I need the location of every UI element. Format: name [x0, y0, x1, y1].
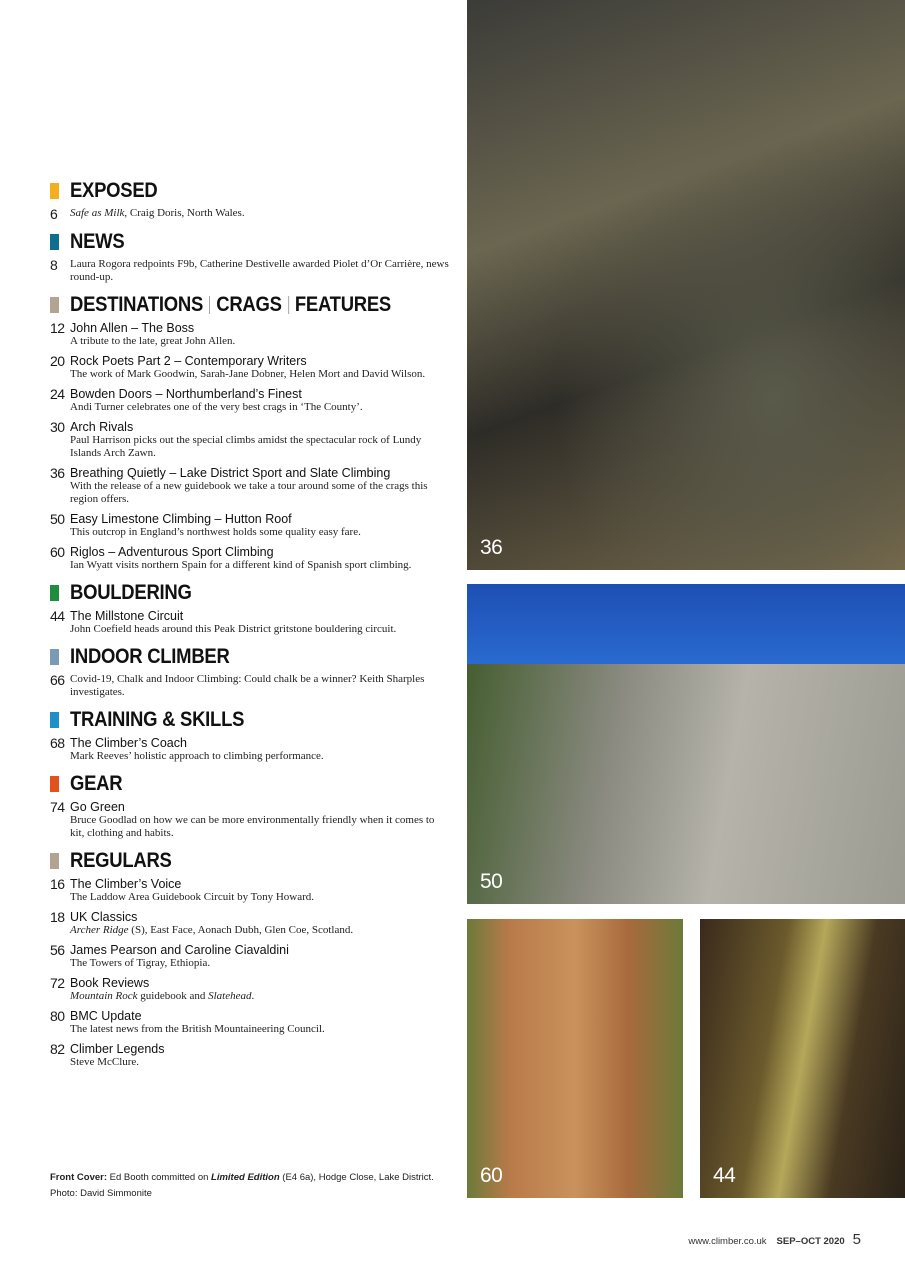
toc-section	[50, 707, 450, 763]
entry-body	[70, 321, 450, 348]
entry-description: The Laddow Area Guidebook Circuit by Tony Howard.	[70, 891, 315, 903]
section-heading	[50, 707, 450, 733]
section-heading	[50, 644, 450, 670]
section-heading	[50, 229, 450, 255]
entry-title: The Millstone Circuit	[70, 609, 184, 623]
entry-description: The work of Mark Goodwin, Sarah-Jane Dobner, Helen Mort and David Wilson.	[70, 368, 426, 380]
section-title: BOULDERING	[70, 581, 192, 604]
entry-body	[70, 387, 450, 414]
entry-title: Arch Rivals	[70, 420, 134, 434]
entry-body	[70, 420, 450, 460]
entry-page-number: 44	[50, 608, 65, 624]
entry-page-number: 24	[50, 386, 65, 402]
issue-date: SEP–OCT 2020	[776, 1236, 845, 1247]
section-color-marker	[50, 776, 59, 792]
entry-title: Easy Limestone Climbing – Hutton Roof	[70, 512, 292, 526]
entry-description: Paul Harrison picks out the special climbs amidst the spectacular rock of Lundy Islands Arch Zawn.	[70, 434, 422, 459]
front-cover-line: Front Cover: Ed Booth committed on Limited Edition (E4 6a), Hodge Close, Lake District.	[50, 1172, 434, 1183]
entry-description: Ian Wyatt visits northern Spain for a different kind of Spanish sport climbing.	[70, 559, 412, 571]
section-title: GEAR	[70, 772, 123, 795]
section-color-marker	[50, 853, 59, 869]
entry-body	[70, 466, 450, 506]
entry-title: The Climber’s Voice	[70, 877, 182, 891]
toc-entry[interactable]	[50, 877, 450, 904]
entry-page-number: 36	[50, 465, 65, 481]
toc-section	[50, 292, 450, 572]
entry-body	[70, 673, 450, 699]
entry-body	[70, 1042, 450, 1069]
toc-section	[50, 178, 450, 221]
toc-entry[interactable]	[50, 207, 450, 221]
section-title-part: CRAGS	[216, 293, 282, 316]
section-color-marker	[50, 297, 59, 313]
entry-page-number: 60	[50, 544, 65, 560]
toc-entry[interactable]	[50, 1009, 450, 1036]
section-title: INDOOR CLIMBER	[70, 645, 230, 668]
toc-entry[interactable]	[50, 1042, 450, 1069]
entry-page-number: 68	[50, 735, 65, 751]
section-heading	[50, 178, 450, 204]
entry-body	[70, 512, 450, 539]
section-title	[70, 293, 391, 317]
entry-title: Riglos – Adventurous Sport Climbing	[70, 545, 274, 559]
page-number: 5	[852, 1231, 861, 1248]
toc-entry[interactable]	[50, 609, 450, 636]
section-color-marker	[50, 649, 59, 665]
section-color-marker	[50, 183, 59, 199]
section-title-part: DESTINATIONS	[70, 293, 204, 316]
toc-entry[interactable]	[50, 673, 450, 699]
photo-36[interactable]	[467, 0, 905, 570]
entry-page-number: 72	[50, 975, 65, 991]
toc-entry[interactable]	[50, 736, 450, 763]
entry-title: Rock Poets Part 2 – Contemporary Writers	[70, 354, 307, 368]
entry-title: Book Reviews	[70, 976, 150, 990]
entry-title: Breathing Quietly – Lake District Sport and Slate Climbing	[70, 466, 391, 480]
entry-body	[70, 258, 450, 284]
section-heading	[50, 848, 450, 874]
entry-description: Bruce Goodlad on how we can be more environmentally friendly when it comes to kit, clothing and habits.	[70, 814, 435, 839]
entry-description: With the release of a new guidebook we take a tour around some of the crags this region offers.	[70, 480, 428, 505]
section-title-part: FEATURES	[294, 293, 391, 316]
toc-entry[interactable]	[50, 800, 450, 840]
toc-entry[interactable]	[50, 420, 450, 460]
entry-body	[70, 910, 450, 937]
section-title: REGULARS	[70, 849, 172, 872]
section-heading	[50, 292, 450, 318]
entry-page-number: 8	[50, 257, 58, 273]
entry-page-number: 50	[50, 511, 65, 527]
contents-list	[50, 178, 450, 1077]
section-heading	[50, 580, 450, 606]
toc-entry[interactable]	[50, 258, 450, 284]
entry-page-number: 66	[50, 672, 65, 688]
front-cover-label: Front Cover:	[50, 1172, 107, 1183]
section-title: NEWS	[70, 230, 125, 253]
entry-title: The Climber’s Coach	[70, 736, 187, 750]
entry-description: A tribute to the late, great John Allen.	[70, 335, 236, 347]
entry-title: UK Classics	[70, 910, 138, 924]
photo-60[interactable]	[467, 919, 683, 1198]
entry-description: Steve McClure.	[70, 1056, 140, 1068]
toc-section	[50, 771, 450, 840]
front-cover-caption	[50, 1170, 450, 1202]
toc-entry[interactable]	[50, 512, 450, 539]
title-separator	[288, 296, 289, 314]
entry-body	[70, 545, 450, 572]
entry-description: Safe as Milk, Craig Doris, North Wales.	[70, 207, 245, 219]
website-link[interactable]: www.climber.co.uk	[688, 1236, 767, 1247]
entry-description: John Coefield heads around this Peak District gritstone bouldering circuit.	[70, 623, 397, 635]
entry-description: Archer Ridge (S), East Face, Aonach Dubh, Glen Coe, Scotland.	[70, 924, 354, 936]
photo-44[interactable]	[700, 919, 905, 1198]
entry-description: Andi Turner celebrates one of the very best crags in ‘The County’.	[70, 401, 363, 413]
front-cover-photo-credit: Photo: David Simmonite	[50, 1188, 152, 1199]
photo-page-number: 36	[480, 536, 503, 559]
photo-page-number: 50	[480, 870, 503, 893]
entry-body	[70, 1009, 450, 1036]
toc-section	[50, 848, 450, 1069]
toc-section	[50, 580, 450, 636]
toc-section	[50, 644, 450, 699]
entry-body	[70, 609, 450, 636]
section-color-marker	[50, 585, 59, 601]
entry-body	[70, 354, 450, 381]
page-footer	[688, 1231, 861, 1248]
entry-description: The Towers of Tigray, Ethiopia.	[70, 957, 211, 969]
entry-title: James Pearson and Caroline Ciavaldini	[70, 943, 289, 957]
toc-entry[interactable]	[50, 466, 450, 506]
entry-body	[70, 877, 450, 904]
toc-entry[interactable]	[50, 321, 450, 348]
entry-page-number: 16	[50, 876, 65, 892]
entry-page-number: 20	[50, 353, 65, 369]
entry-page-number: 56	[50, 942, 65, 958]
photo-page-number: 60	[480, 1164, 503, 1187]
entry-page-number: 6	[50, 206, 58, 222]
entry-description: Mountain Rock guidebook and Slatehead.	[70, 990, 255, 1002]
section-color-marker	[50, 234, 59, 250]
entry-body	[70, 800, 450, 840]
toc-entry[interactable]	[50, 910, 450, 937]
entry-title: John Allen – The Boss	[70, 321, 195, 335]
entry-description: Covid-19, Chalk and Indoor Climbing: Could chalk be a winner? Keith Sharples investigates.	[70, 673, 425, 698]
entry-description: The latest news from the British Mountaineering Council.	[70, 1023, 325, 1035]
toc-entry[interactable]	[50, 976, 450, 1003]
toc-entry[interactable]	[50, 387, 450, 414]
section-heading	[50, 771, 450, 797]
front-cover-route: Limited Edition	[211, 1172, 280, 1183]
entry-page-number: 12	[50, 320, 65, 336]
photo-page-number: 44	[713, 1164, 736, 1187]
toc-section	[50, 229, 450, 284]
title-separator	[209, 296, 210, 314]
entry-title: Climber Legends	[70, 1042, 165, 1056]
toc-entry[interactable]	[50, 354, 450, 381]
entry-description: This outcrop in England’s northwest holds some quality easy fare.	[70, 526, 361, 538]
entry-title: Bowden Doors – Northumberland’s Finest	[70, 387, 302, 401]
photo-50[interactable]	[467, 584, 905, 904]
entry-page-number: 18	[50, 909, 65, 925]
entry-page-number: 30	[50, 419, 65, 435]
entry-title: BMC Update	[70, 1009, 142, 1023]
entry-description: Mark Reeves’ holistic approach to climbing performance.	[70, 750, 324, 762]
entry-body	[70, 736, 450, 763]
entry-body	[70, 943, 450, 970]
entry-page-number: 80	[50, 1008, 65, 1024]
entry-body	[70, 976, 450, 1003]
toc-entry[interactable]	[50, 545, 450, 572]
entry-page-number: 74	[50, 799, 65, 815]
entry-description: Laura Rogora redpoints F9b, Catherine Destivelle awarded Piolet d’Or Carrière, news round-up.	[70, 258, 449, 283]
section-title: EXPOSED	[70, 179, 158, 202]
toc-entry[interactable]	[50, 943, 450, 970]
section-color-marker	[50, 712, 59, 728]
entry-page-number: 82	[50, 1041, 65, 1057]
entry-title: Go Green	[70, 800, 125, 814]
section-title: TRAINING & SKILLS	[70, 708, 245, 731]
entry-body	[70, 207, 450, 221]
